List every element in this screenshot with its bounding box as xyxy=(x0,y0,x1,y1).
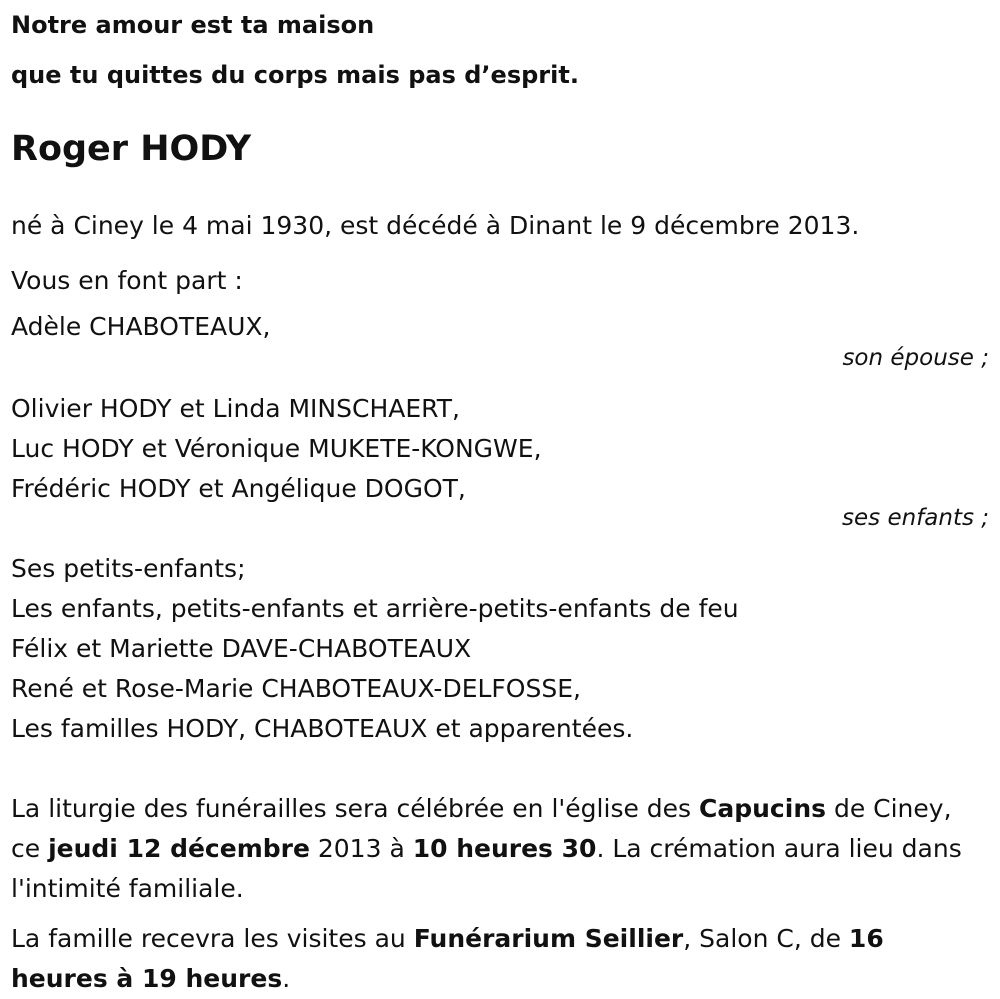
funeral-text: 2013 à xyxy=(309,834,413,863)
visits-text: , Salon C, de xyxy=(683,924,849,953)
funeral-text: de Ciney, xyxy=(826,794,952,823)
relative-line: Les enfants, petits-enfants et arrière-petits-enfants de feu xyxy=(11,594,739,623)
funeral-day: jeudi 12 décembre xyxy=(48,834,310,863)
relative-line: Félix et Mariette DAVE-CHABOTEAUX xyxy=(11,634,472,663)
children-role: ses enfants ; xyxy=(842,505,989,531)
funeral-text: . La crémation aura lieu dans xyxy=(596,834,962,863)
funeral-line-2 xyxy=(11,829,991,869)
spouse-role: son épouse ; xyxy=(842,345,989,371)
funeral-line-1 xyxy=(11,789,991,829)
visits-line-2 xyxy=(11,959,991,999)
visits-to: heures à 19 heures xyxy=(11,964,283,993)
funerarium-name: Funérarium Seillier xyxy=(413,924,684,953)
relative-line: Les familles HODY, CHABOTEAUX et apparentées. xyxy=(11,714,634,743)
intro-line-2: que tu quittes du corps mais pas d’esprit. xyxy=(11,61,579,89)
relative-line: Ses petits-enfants; xyxy=(11,554,246,583)
intro-verse xyxy=(11,0,991,100)
obituary-page xyxy=(11,0,991,999)
funeral-text: La liturgie des funérailles sera célébrée en l'église des xyxy=(11,794,700,823)
child-line: Frédéric HODY et Angélique DOGOT, xyxy=(11,474,466,503)
relative-line: René et Rose-Marie CHABOTEAUX-DELFOSSE, xyxy=(11,674,581,703)
visits-info xyxy=(11,919,991,999)
visits-line-1 xyxy=(11,919,991,959)
visits-from: 16 xyxy=(848,924,884,953)
intro-line-1: Notre amour est ta maison xyxy=(11,11,375,39)
deceased-name: Roger HODY xyxy=(11,129,252,169)
birth-death-text: né à Ciney le 4 mai 1930, est décédé à Dinant le 9 décembre 2013. xyxy=(11,211,860,240)
child-line: Luc HODY et Véronique MUKETE-KONGWE, xyxy=(11,434,542,463)
funeral-line-3: l'intimité familiale. xyxy=(11,874,244,903)
church-name: Capucins xyxy=(699,794,826,823)
spouse-name: Adèle CHABOTEAUX, xyxy=(11,312,271,341)
funeral-time: 10 heures 30 xyxy=(412,834,597,863)
funeral-info xyxy=(11,789,991,909)
visits-text: . xyxy=(282,964,291,993)
visits-text: La famille recevra les visites au xyxy=(11,924,414,953)
children-list xyxy=(11,389,991,509)
announce-text: Vous en font part : xyxy=(11,266,243,295)
funeral-text: ce xyxy=(11,834,49,863)
other-relatives xyxy=(11,549,991,749)
child-line: Olivier HODY et Linda MINSCHAERT, xyxy=(11,394,460,423)
